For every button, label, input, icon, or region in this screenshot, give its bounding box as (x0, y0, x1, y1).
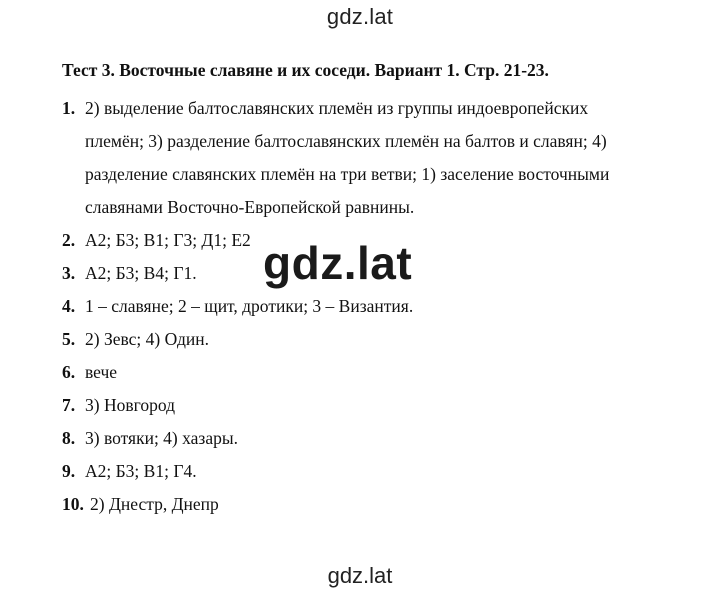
answer-number: 6. (62, 362, 76, 382)
answer-number: 10. (62, 494, 84, 514)
answer-number: 9. (62, 461, 76, 481)
answer-line: славянами Восточно-Европейской равнины. (85, 197, 415, 217)
answer-item-1 (62, 92, 682, 224)
answer-item-4 (62, 290, 682, 323)
answer-text: вече (85, 362, 118, 382)
answer-number: 5. (62, 329, 76, 349)
watermark-top: gdz.lat (326, 4, 394, 29)
answer-text: А2; Б3; В4; Г1. (85, 263, 197, 283)
answer-text: 3) вотяки; 4) хазары. (85, 428, 238, 448)
answer-item-7 (62, 389, 682, 422)
answer-item-5 (62, 323, 682, 356)
answer-text (85, 92, 682, 224)
answer-text: А2; Б3; В1; Г3; Д1; Е2 (85, 230, 251, 250)
answer-item-10 (62, 488, 682, 521)
answer-item-6 (62, 356, 682, 389)
answer-number: 8. (62, 428, 76, 448)
answer-text: 3) Новгород (85, 395, 175, 415)
watermark-center: gdz.lat (263, 237, 413, 289)
answer-list (62, 92, 682, 521)
answer-number: 2. (62, 230, 76, 250)
answer-line: 2) выделение балтославянских племён из группы индоевропейских (85, 98, 589, 118)
answer-line: разделение славянских племён на три ветви; 1) заселение восточными (85, 164, 610, 184)
watermark-bottom: gdz.lat (327, 563, 393, 588)
answer-text: 1 – славяне; 2 – щит, дротики; 3 – Византия. (85, 296, 414, 316)
answer-line: племён; 3) разделение балтославянских племён на балтов и славян; 4) (85, 131, 607, 151)
answer-text: 2) Днестр, Днепр (90, 494, 219, 514)
page-title: Тест 3. Восточные славяне и их соседи. Вариант 1. Стр. 21-23. (62, 60, 549, 80)
answer-item-8 (62, 422, 682, 455)
answer-number: 7. (62, 395, 76, 415)
answer-text: А2; Б3; В1; Г4. (85, 461, 197, 481)
answer-number: 1. (62, 98, 76, 118)
answer-number: 3. (62, 263, 76, 283)
answer-text: 2) Зевс; 4) Один. (85, 329, 210, 349)
answer-number: 4. (62, 296, 76, 316)
answer-item-9 (62, 455, 682, 488)
